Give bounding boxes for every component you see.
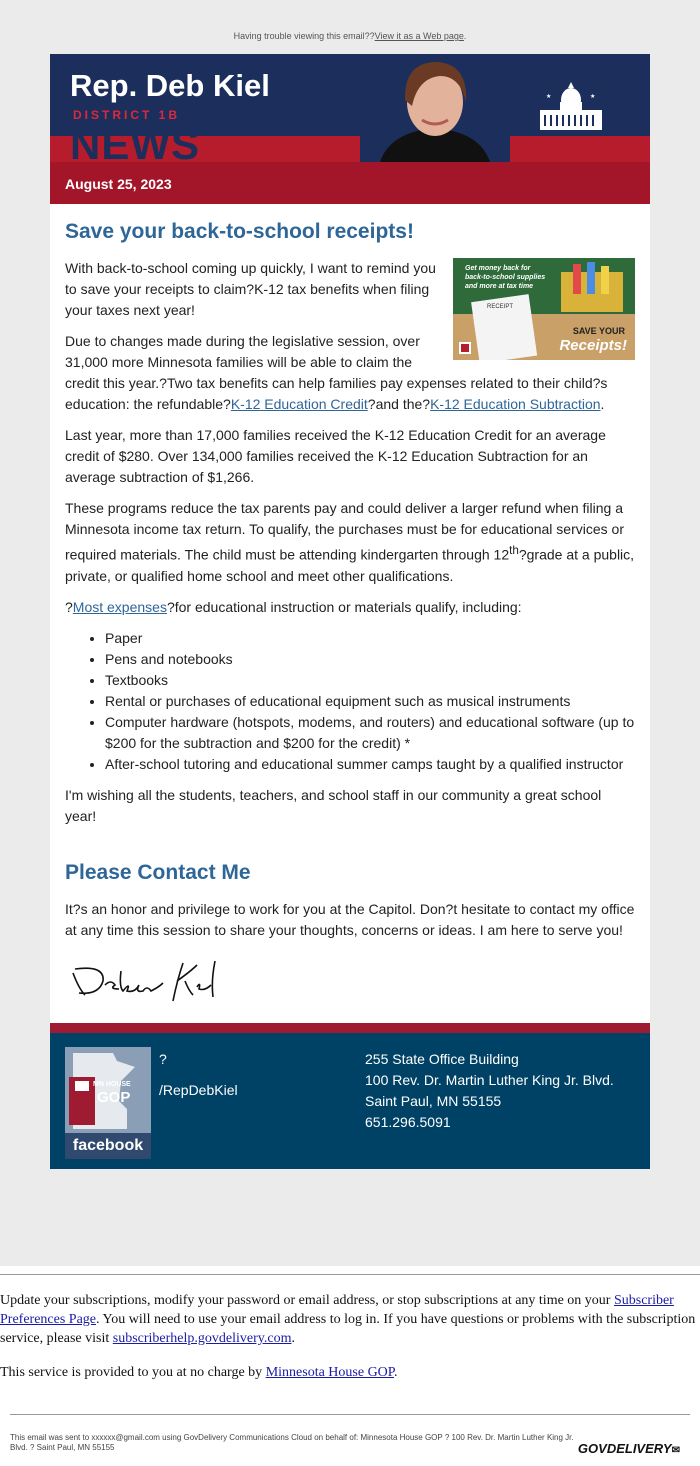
facebook-wordmark: facebook — [72, 1136, 144, 1154]
contact-text: It?s an honor and privilege to work for you at the Capitol. Don?t hesitate to contact my office at any time this session to share your thoughts, concerns or ideas. I am here to serve you! — [65, 900, 635, 938]
list-item: • After-school tutoring and educational summer camps taught by a qualified instructor — [105, 754, 635, 775]
subscription-text — [0, 1291, 700, 1348]
most-expenses-link[interactable]: Most expenses — [72, 598, 167, 615]
logo-gop: GOP — [97, 1088, 131, 1106]
k12-subtraction-link[interactable]: K-12 Education Subtraction — [430, 396, 601, 412]
list-item: • Pens and notebooks — [105, 649, 635, 670]
list-item: • Textbooks — [105, 670, 635, 691]
contact-heading: Please Contact Me — [65, 860, 251, 884]
newsletter-banner — [50, 54, 650, 204]
caption-line-3: and more at tax time — [465, 283, 534, 290]
sub-text-c: . — [291, 1331, 295, 1346]
subscription-notice — [0, 1274, 700, 1397]
paragraph-intro: With back-to-school coming up quickly, I want to remind you to save your receipts to claim?K-12 tax benefits when filing your taxes next year! — [65, 260, 436, 318]
issue-date: August 25, 2023 — [65, 176, 172, 192]
subscriber-preferences-link[interactable]: Subscriber Preferences Page — [0, 1293, 674, 1327]
newsletter-card — [50, 54, 650, 1169]
subscriber-help-link[interactable]: subscriberhelp.govdelivery.com — [112, 1331, 292, 1346]
trail-dot: . — [463, 31, 467, 41]
office-address — [365, 1049, 614, 1133]
list-item: • Paper — [105, 628, 635, 649]
article-body — [50, 204, 650, 1023]
facebook-handle-link[interactable]: /RepDebKiel — [159, 1081, 238, 1098]
contact-footer — [50, 1023, 650, 1169]
p5-text-b: ?for educational instruction or materials qualify, including: — [166, 598, 522, 615]
govdelivery-logo — [578, 1441, 680, 1456]
office-phone: 651.296.5091 — [365, 1113, 451, 1130]
receipt-tag: RECEIPT — [487, 304, 514, 310]
legal-text: This email was sent to xxxxxx@gmail.com using GovDelivery Communications Cloud on behalf of: Minnesota House GOP ? 100 Rev. Dr. Martin Luther King Jr. Blvd. ? Saint Paul, MN 55155 — [10, 1433, 574, 1452]
receipts-label: Receipts! — [559, 337, 627, 354]
p5-text-a: ? — [65, 598, 73, 615]
p2-text-b: ?and the? — [367, 396, 431, 412]
list-item: • Computer hardware (hotspots, modems, and routers) and educational software (up to $200 for the subtraction and $200 for the credit) * — [105, 712, 635, 754]
paragraph-stats: Last year, more than 17,000 families received the K-12 Education Credit for an average credit of $280. Over 134,000 families received the K-12 Education Subtraction for an average subtraction of $1,266. — [65, 427, 606, 485]
news-title: NEWS — [70, 121, 200, 168]
svg-text:★: ★ — [546, 94, 552, 100]
p4-text-a: These programs reduce the tax parents pay and could deliver a larger refund when filing a Minnesota income tax return. To qualify, the purchases must be for educational services or required materials. The child must be attending kindergarten through 12 — [65, 500, 624, 563]
portrait-photo — [360, 54, 510, 162]
p4-superscript: th — [509, 544, 519, 557]
qualifying-expenses-list — [65, 628, 635, 775]
svg-text:★: ★ — [590, 94, 596, 100]
p2-text-c: . — [600, 396, 605, 412]
caption-line-2: back-to-school supplies — [465, 274, 546, 281]
paragraph-programs — [65, 498, 635, 587]
govdelivery-wordmark: GOVDELIVERY — [577, 1441, 672, 1456]
minnesota-house-gop-link[interactable]: Minnesota House GOP — [265, 1365, 395, 1380]
p4-text-b: ?grade at a public, private, or qualified home school and meet other qualifications. — [65, 546, 635, 584]
sub-text-a: Update your subscriptions, modify your password or email address, or stop subscriptions at any time on your — [0, 1293, 614, 1308]
legal-footer — [10, 1414, 690, 1456]
facebook-logo-link[interactable] — [65, 1047, 151, 1159]
paragraph-closing: I'm wishing all the students, teachers, and school staff in our community a great school year! — [65, 786, 602, 824]
social-links — [159, 1049, 238, 1101]
save-your-label: SAVE YOUR — [572, 326, 625, 336]
paragraph-expenses — [65, 597, 635, 618]
social-placeholder: ? — [159, 1050, 167, 1067]
sub-text-b: . You will need to use your email address to log in. If you have questions or problems with the subscription service, please visit — [0, 1312, 696, 1346]
k12-credit-link[interactable]: K-12 Education Credit — [230, 396, 368, 412]
district-label: DISTRICT 1B — [73, 108, 181, 122]
envelope-icon: ✉ — [671, 1445, 680, 1456]
logo-mn-house: MN HOUSE — [93, 1080, 131, 1088]
address-line-1: 255 State Office Building — [365, 1050, 519, 1067]
rep-name: Rep. Deb Kiel — [70, 68, 270, 103]
save-receipts-image — [453, 258, 635, 360]
address-line-3: Saint Paul, MN 55155 — [365, 1092, 502, 1109]
sub-text-d: This service is provided to you at no charge by — [0, 1365, 266, 1380]
web-view-notice — [0, 31, 700, 41]
list-item: • Rental or purchases of educational equipment such as musical instruments — [105, 691, 635, 712]
web-view-link[interactable]: View it as a Web page — [374, 31, 464, 41]
signature — [65, 951, 635, 1005]
service-provider-text — [0, 1363, 700, 1382]
p2-text-a: Due to changes made during the legislative session, over 31,000 more Minnesota families will be able to claim the credit this year.?Two tax benefits can help families pay expenses related to their child?s education: the refundable? — [65, 333, 608, 412]
sub-text-e: . — [394, 1365, 398, 1380]
article-heading: Save your back-to-school receipts! — [65, 220, 414, 243]
trouble-text: Having trouble viewing this email?? — [233, 31, 375, 41]
address-line-2: 100 Rev. Dr. Martin Luther King Jr. Blvd. — [365, 1071, 614, 1088]
receipt-caption — [465, 264, 545, 291]
capitol-icon — [538, 76, 604, 134]
signature-graphic — [65, 951, 235, 1005]
caption-line-1: Get money back for — [465, 265, 531, 272]
